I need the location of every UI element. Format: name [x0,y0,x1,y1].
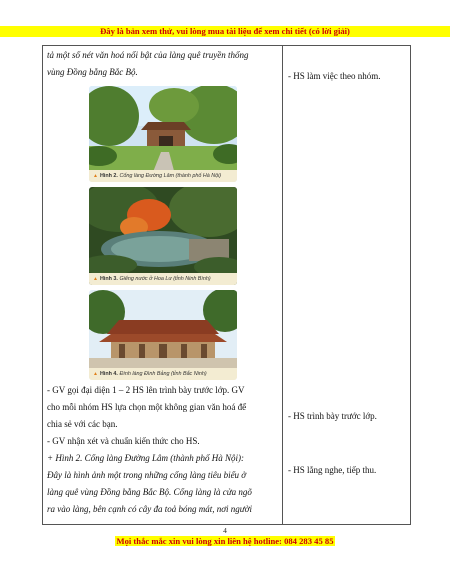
intro-line-2: vùng Đồng bằng Bắc Bộ. [47,67,138,77]
explain-line-3: làng quê vùng Đồng bằng Bắc Bộ. Cổng làng là cửa ngõ [47,487,252,497]
figure-4-text: Đình làng Đình Bảng (tỉnh Bắc Ninh) [119,371,207,377]
figure-3-caption [89,273,237,285]
figure-4-label: Hình 4. [99,371,118,377]
present-line-1: - GV gọi đại diện 1 – 2 HS lên trình bày trước lớp. GV [47,385,245,395]
present-line-3: chia sẻ với các bạn. [47,419,118,429]
triangle-icon: ▲ [93,276,98,282]
figure-2-caption [89,170,237,182]
preview-banner [0,26,450,37]
triangle-icon: ▲ [93,173,98,179]
figure-3-label: Hình 3. [99,276,118,282]
triangle-icon: ▲ [93,371,98,377]
village-well-image [89,187,237,285]
explain-line-2: Đây là hình ảnh một trong những cổng làng tiêu biểu ở [47,470,247,480]
village-gate-image [89,86,237,182]
student-activity-cell [283,46,411,525]
student-item-listen: - HS lắng nghe, tiếp thu. [288,465,377,475]
hotline-banner [0,536,450,547]
figure-village-gate [89,86,237,182]
figure-2-label: Hình 2. [99,173,118,179]
figure-3-text: Giếng nước ở Hoa Lư (tỉnh Ninh Bình) [119,276,211,282]
preview-banner-text: Đây là bản xem thử, vui lòng mua tài liệu để xem chi tiết (có lời giải) [100,26,350,36]
figure-4-caption [89,368,237,380]
hotline-text: Mọi thắc mắc xin vui lòng xin liên hệ hotline: 084 283 45 85 [116,536,334,546]
teacher-activity-cell [43,46,283,525]
feedback-line: - GV nhận xét và chuẩn kiến thức cho HS. [47,436,200,446]
intro-line-1: tả một số nét văn hoá nổi bật của làng quê truyền thống [47,50,249,60]
student-item-group-work: - HS làm việc theo nhóm. [288,71,381,81]
communal-house-image [89,290,237,380]
lesson-table [42,45,411,525]
student-item-present: - HS trình bày trước lớp. [288,411,377,421]
present-line-2: cho mỗi nhóm HS lựa chọn một không gian văn hoá để [47,402,247,412]
figure-2-text: Cổng làng Đường Lâm (thành phố Hà Nội) [119,173,222,179]
page-number: 4 [223,526,227,535]
explain-line-4: ra vào làng, bên cạnh có cây đa toả bóng mát, nơi người [47,504,252,514]
figure-communal-house [89,290,237,380]
figure-village-well [89,187,237,285]
explain-line-1: + Hình 2. Cổng làng Đường Lâm (thành phố Hà Nội): [47,453,245,463]
